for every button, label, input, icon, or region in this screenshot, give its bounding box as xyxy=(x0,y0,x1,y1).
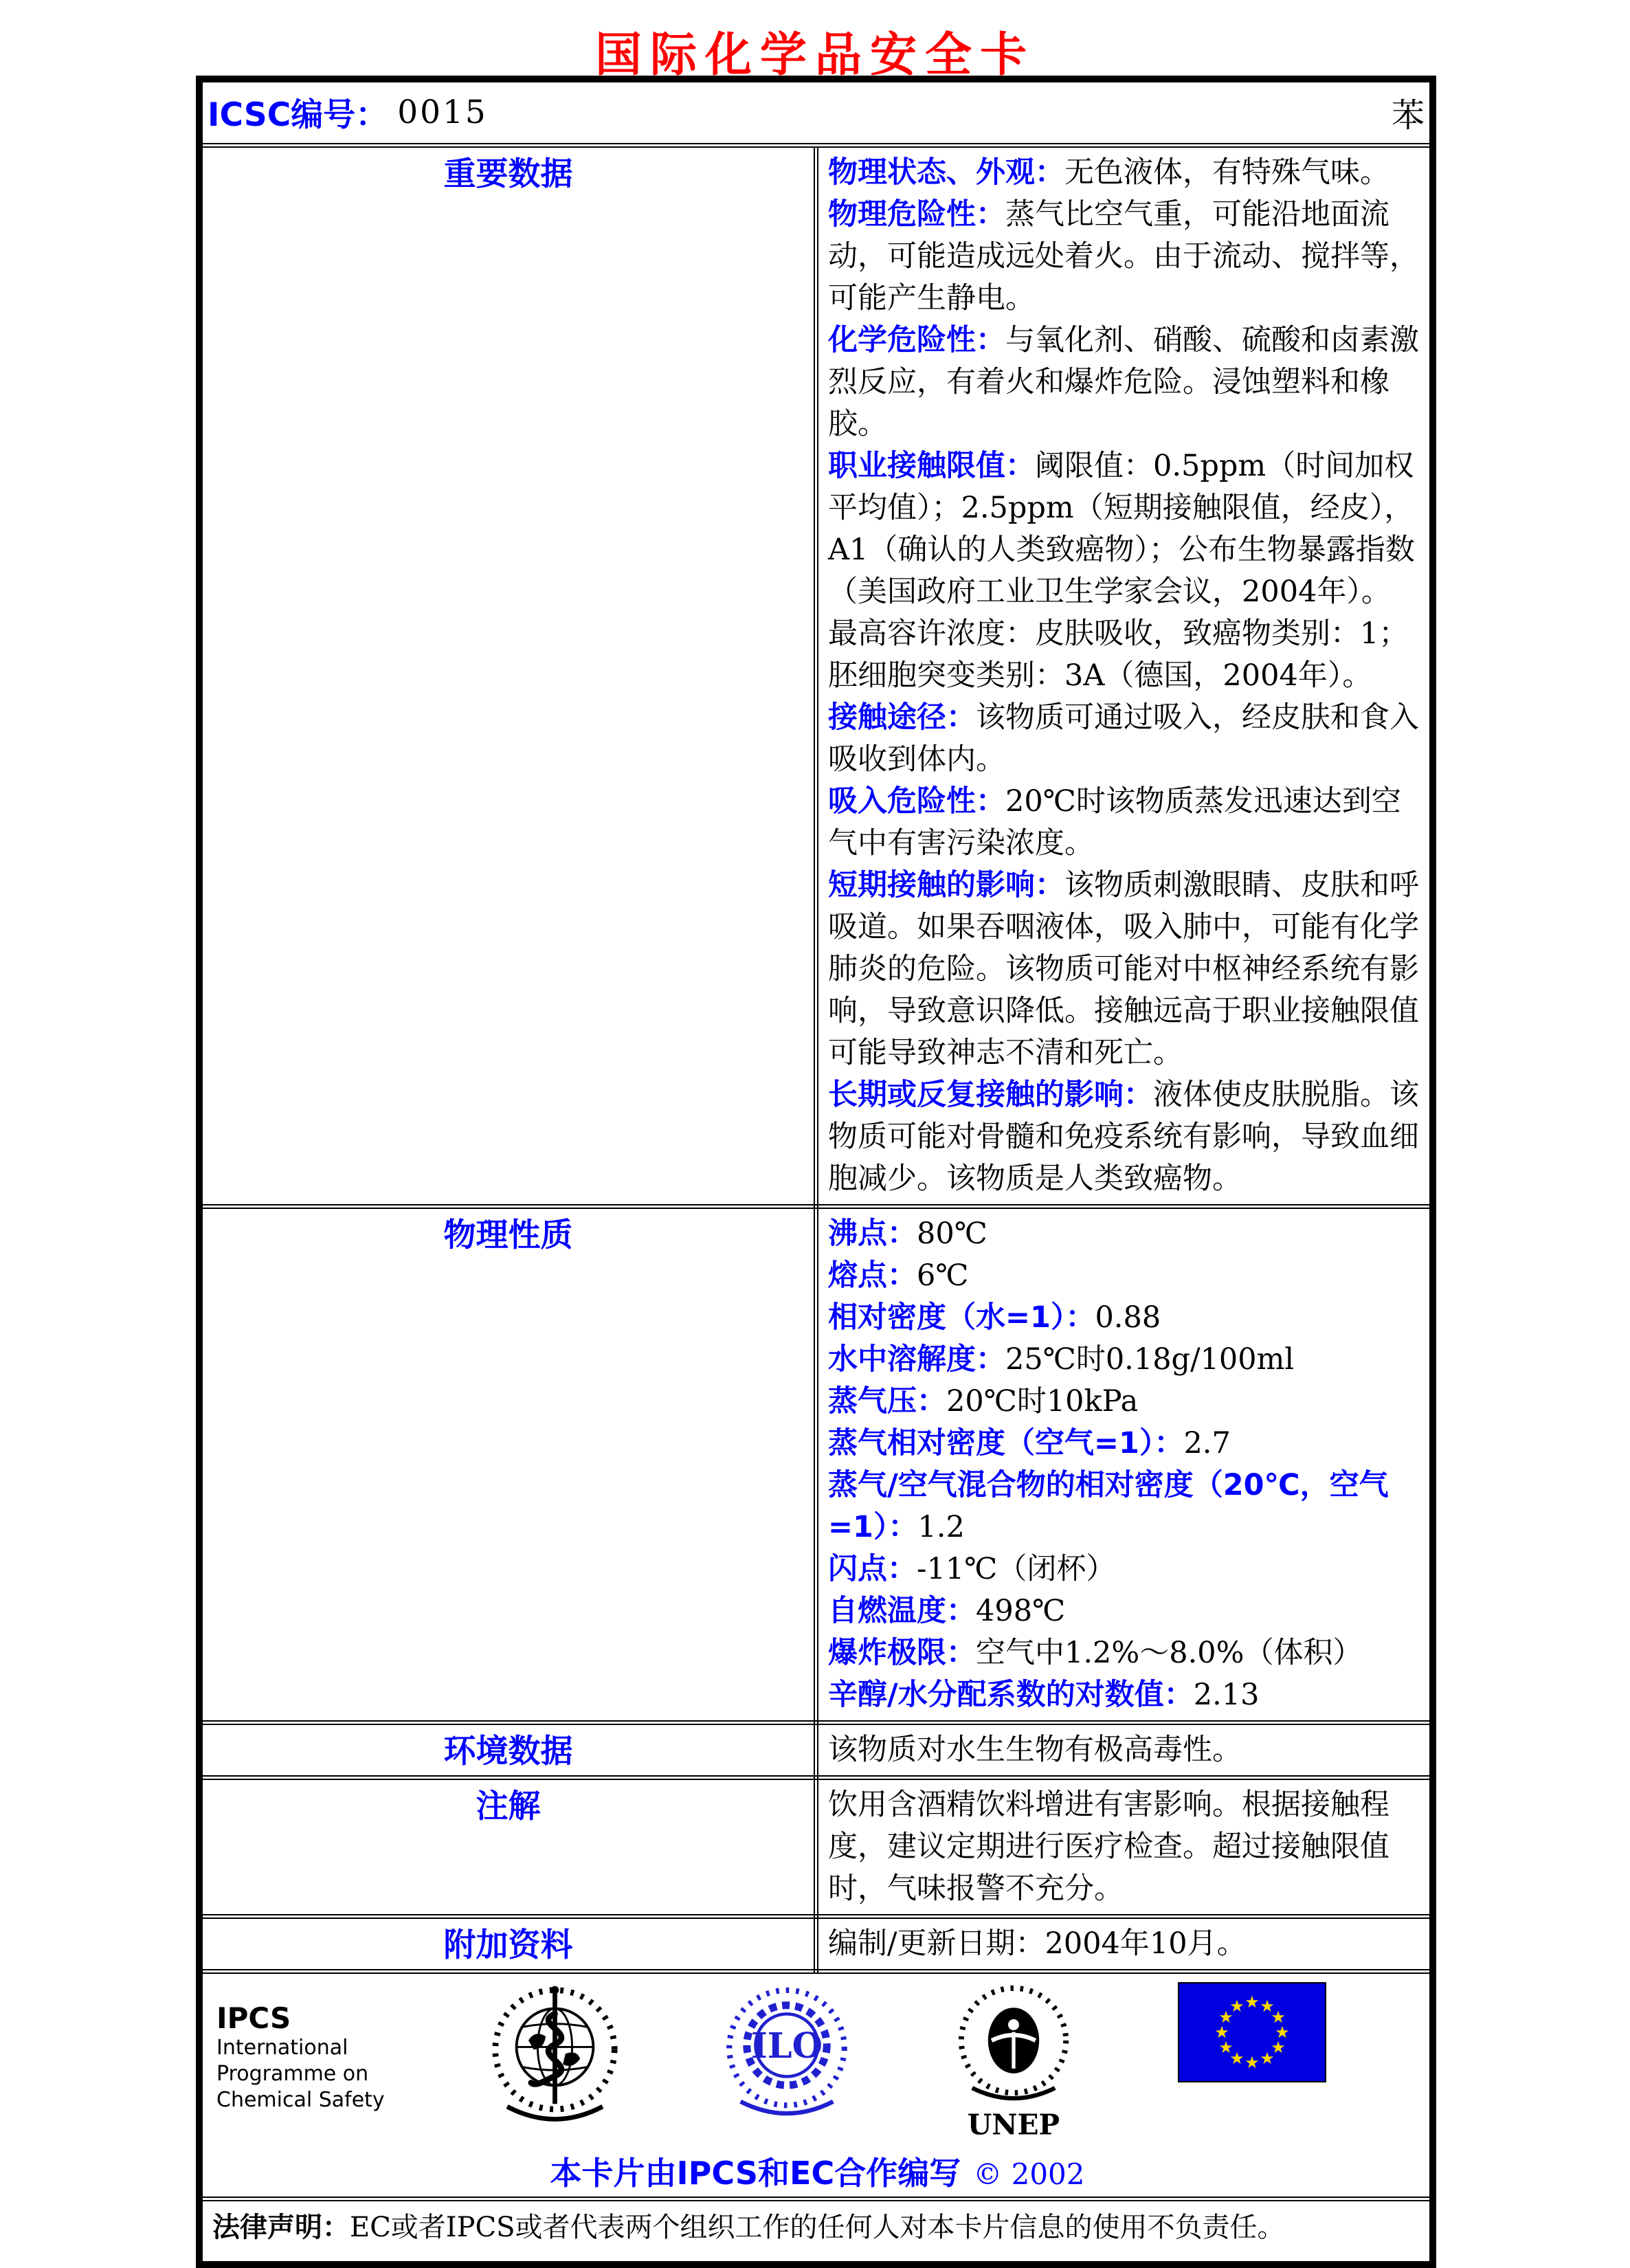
legal-row xyxy=(199,2199,1433,2265)
field-label: 自燃温度： xyxy=(828,1593,976,1628)
field-label: 爆炸极限： xyxy=(828,1635,976,1670)
eu-star: ★ xyxy=(1229,1996,1244,2016)
field-boiling-point xyxy=(828,1213,1420,1255)
field-inhalation-risk xyxy=(828,781,1420,865)
field-value: 液体使皮肤脱脂。该物质可能对骨髓和免疫系统有影响，导致血细胞减少。该物质是人类致癌物。 xyxy=(828,1077,1419,1196)
eu-star: ★ xyxy=(1244,1992,1260,2012)
ilo-letters: ILO xyxy=(751,2025,823,2067)
field-label: 物理危险性： xyxy=(828,197,1005,232)
field-value: 0.88 xyxy=(1095,1300,1161,1335)
field-autoignition-temp xyxy=(828,1590,1420,1632)
field-vapor-density xyxy=(828,1423,1420,1465)
field-vapor-pressure xyxy=(828,1381,1420,1423)
ipcs-name-line3: Chemical Safety xyxy=(216,2087,385,2112)
eu-star: ★ xyxy=(1214,2022,1229,2042)
logos-row xyxy=(199,1971,1433,2199)
field-chemical-danger xyxy=(828,320,1420,445)
notes-content xyxy=(816,1777,1433,1916)
field-exposure-route xyxy=(828,697,1420,781)
header-cell xyxy=(199,79,1433,145)
field-label: 化学危险性： xyxy=(828,322,1005,357)
field-label: 长期或反复接触的影响： xyxy=(828,1077,1153,1112)
field-value: 80℃ xyxy=(917,1216,987,1251)
field-short-term-effects xyxy=(828,865,1420,1074)
section-label-physical: 物理性质 xyxy=(199,1206,816,1722)
logos-cell xyxy=(199,1971,1433,2199)
field-label: 职业接触限值： xyxy=(828,448,1035,483)
footer-caption xyxy=(212,2148,1422,2194)
legal-label: 法律声明： xyxy=(212,2211,350,2243)
eu-star: ★ xyxy=(1218,2007,1233,2027)
eu-flag-icon xyxy=(1178,1982,1326,2082)
ipcs-name-line1: International xyxy=(216,2035,348,2060)
page-title: 国际化学品安全卡 xyxy=(594,28,1035,82)
field-value: 1.2 xyxy=(917,1509,965,1544)
field-label: 闪点： xyxy=(828,1551,917,1586)
field-physical-danger xyxy=(828,194,1420,320)
field-value: 阈限值：0.5ppm（时间加权平均值）；2.5ppm（短期接触限值，经皮），A1（确认的人类致癌物）；公布生物暴露指数（美国政府工业卫生学家会议，2004年）。最高容许浓度：皮肤吸收，致癌物类别：1；胚细胞突变类别：3A（德国，2004年）。 xyxy=(828,448,1415,693)
section-label-important: 重要数据 xyxy=(199,145,816,1206)
legal-cell xyxy=(199,2199,1433,2265)
field-value: -11℃（闭杯） xyxy=(917,1551,1116,1586)
field-value: 6℃ xyxy=(917,1258,969,1293)
section-label-additional: 附加资料 xyxy=(199,1916,816,1971)
field-value: 该物质可通过吸入，经皮肤和食入吸收到体内。 xyxy=(828,700,1419,777)
eu-star: ★ xyxy=(1218,2037,1233,2057)
footer-caption-text: 本卡片由IPCS和EC合作编写 xyxy=(550,2154,961,2192)
additional-row xyxy=(199,1916,1433,1971)
ilo-logo-icon xyxy=(724,1982,849,2121)
eu-star: ★ xyxy=(1244,2052,1260,2072)
field-relative-density xyxy=(828,1297,1420,1339)
field-water-solubility xyxy=(828,1339,1420,1381)
notes-row xyxy=(199,1777,1433,1916)
field-label: 吸入危险性： xyxy=(828,783,1005,819)
physical-properties-content xyxy=(816,1206,1433,1722)
field-value: 25℃时0.18g/100ml xyxy=(1005,1342,1295,1377)
field-value: 与氧化剂、硝酸、硫酸和卤素激烈反应，有着火和爆炸危险。浸蚀塑料和橡胶。 xyxy=(828,322,1419,441)
field-label: 短期接触的影响： xyxy=(828,867,1064,902)
physical-properties-row xyxy=(199,1206,1433,1722)
ipcs-name-line2: Programme on xyxy=(216,2061,369,2086)
ipcs-text-block xyxy=(216,1982,385,2113)
section-label-notes: 注解 xyxy=(199,1777,816,1916)
field-octanol-water xyxy=(828,1674,1420,1716)
environment-text: 该物质对水生生物有极高毒性。 xyxy=(828,1732,1242,1767)
icsc-card-table xyxy=(196,76,1436,2268)
field-label: 接触途径： xyxy=(828,700,976,735)
field-flash-point xyxy=(828,1548,1420,1590)
icsc-number-value: 0015 xyxy=(397,93,488,132)
field-value: 498℃ xyxy=(976,1593,1066,1628)
field-value: 2.7 xyxy=(1183,1425,1231,1460)
footer-copyright: © 2002 xyxy=(973,2157,1085,2191)
field-value: 20℃时该物质蒸发迅速达到空气中有害污染浓度。 xyxy=(828,783,1401,860)
unep-logo-icon xyxy=(952,1982,1075,2142)
chemical-name: 苯 xyxy=(1391,96,1425,135)
eu-star: ★ xyxy=(1260,2048,1275,2068)
field-label: 熔点： xyxy=(828,1258,917,1293)
field-vapor-air-density xyxy=(828,1465,1420,1548)
field-label: 水中溶解度： xyxy=(828,1342,1005,1377)
field-label: 蒸气相对密度（空气=1）： xyxy=(828,1425,1184,1460)
field-label: 蒸气压： xyxy=(828,1383,946,1419)
ipcs-abbr: IPCS xyxy=(216,2001,291,2035)
unep-letters: UNEP xyxy=(967,2107,1060,2141)
field-melting-point xyxy=(828,1255,1420,1297)
field-value: 空气中1.2%～8.0%（体积） xyxy=(976,1635,1363,1670)
environment-row xyxy=(199,1722,1433,1777)
field-value: 该物质刺激眼睛、皮肤和呼吸道。如果吞咽液体，吸入肺中，可能有化学肺炎的危险。该物质可能对中枢神经系统有影响，导致意识降低。接触远高于职业接触限值可能导致神志不清和死亡。 xyxy=(828,867,1419,1070)
legal-text: EC或者IPCS或者代表两个组织工作的任何人对本卡片信息的使用不负责任。 xyxy=(350,2211,1285,2243)
icsc-number-label: ICSC编号： xyxy=(208,96,388,135)
header-row xyxy=(199,79,1433,145)
field-label: 辛醇/水分配系数的对数值： xyxy=(828,1677,1194,1712)
field-value: 无色液体，有特殊气味。 xyxy=(1064,155,1389,190)
notes-text: 饮用含酒精饮料增进有害影响。根据接触程度，建议定期进行医疗检查。超过接触限值时，气味报警不充分。 xyxy=(828,1787,1389,1906)
additional-content xyxy=(816,1916,1433,1971)
field-value: 20℃时10kPa xyxy=(946,1383,1139,1419)
field-long-term-effects xyxy=(828,1074,1420,1200)
field-occupational-limit xyxy=(828,445,1420,697)
field-physical-state xyxy=(828,152,1420,194)
field-label: 蒸气/空气混合物的相对密度（20℃，空气=1）： xyxy=(828,1467,1389,1544)
field-label: 相对密度（水=1）： xyxy=(828,1300,1095,1335)
field-label: 物理状态、外观： xyxy=(828,155,1064,190)
important-data-content xyxy=(816,145,1433,1206)
eu-star: ★ xyxy=(1229,2048,1244,2068)
eu-star: ★ xyxy=(1271,2037,1286,2057)
field-value: 2.13 xyxy=(1193,1677,1260,1712)
environment-content xyxy=(816,1722,1433,1777)
eu-star: ★ xyxy=(1275,2022,1290,2042)
section-label-environment: 环境数据 xyxy=(199,1722,816,1777)
important-data-row xyxy=(199,145,1433,1206)
who-logo-icon xyxy=(488,1982,622,2128)
eu-star: ★ xyxy=(1271,2007,1286,2027)
field-value: 蒸气比空气重，可能沿地面流动，可能造成远处着火。由于流动、搅拌等，可能产生静电。 xyxy=(828,197,1419,315)
field-label: 沸点： xyxy=(828,1216,917,1251)
additional-text: 编制/更新日期：2004年10月。 xyxy=(828,1926,1247,1961)
field-explosive-limits xyxy=(828,1632,1420,1674)
eu-star: ★ xyxy=(1260,1996,1275,2016)
